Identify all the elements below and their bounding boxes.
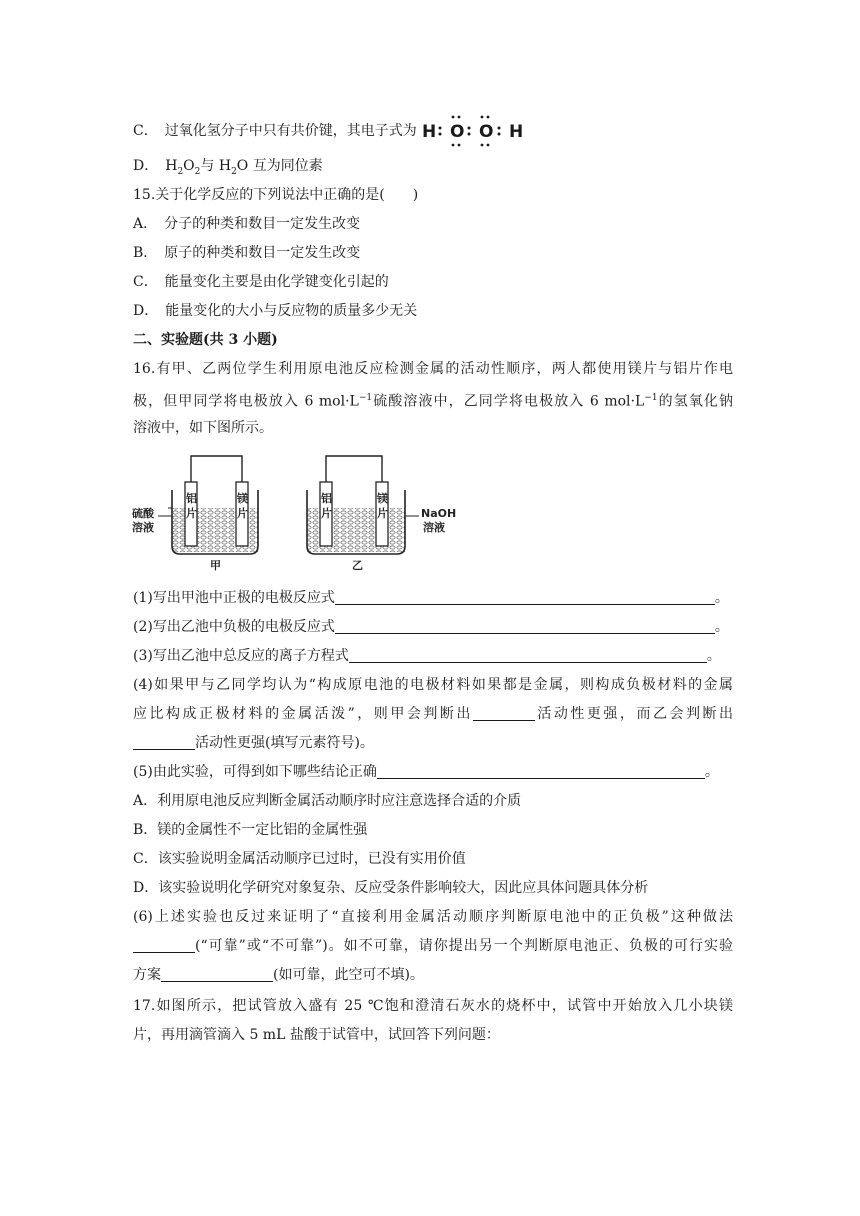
formula-h2: H <box>508 122 523 142</box>
q16-part2: (2)写出乙池中负极的电极反应式 。 <box>133 619 729 635</box>
q16-part4-line1: (4)如果甲与乙同学均认为“构成原电池的电极材料如果都是金属，则构成负极材料的金属 <box>133 677 733 693</box>
answer-blank-5[interactable] <box>377 764 705 779</box>
q16-part5-option-d: D．该实验说明化学研究对象复杂、反应受条件影响较大，因此应具体问题具体分析 <box>133 880 649 896</box>
q16-stem-line2: 极，但甲同学将电极放入 6 $mol\cdot L^{-1}$硫酸溶液中，乙同学将电极放入 6 $mol\cdot L^{-1}$的氢氧化钠 <box>133 393 733 410</box>
q14-option-d: D． $H_2O_2$与 $H_2O$ 互为同位素 <box>133 158 323 177</box>
answer-blank-1[interactable] <box>335 590 715 605</box>
svg-text:镁: 镁 <box>237 492 248 505</box>
section-heading: 二、实验题(共 3 小题) <box>133 332 278 348</box>
q15-option-c: C． 能量变化主要是由化学键变化引起的 <box>133 274 389 290</box>
q16-part4-line3: 活动性更强(填写元素符号)。 <box>133 733 374 753</box>
formula-o1: O <box>449 122 465 142</box>
q14-option-c <box>133 114 523 148</box>
q16-part5-option-a: A．利用原电池反应判断金属活动顺序时应注意选择合适的介质 <box>133 793 522 809</box>
q16-part6-line3: 方案 (如可靠，此空可不填)。 <box>133 967 424 983</box>
q14-option-c-text: C． 过氧化氢分子中只有共价键，其电子式为 <box>133 123 417 139</box>
q16-stem-line1: 16.有甲、乙两位学生利用原电池反应检测金属的活动性顺序，两人都使用镁片与铝片作电 <box>133 361 733 377</box>
q16-part5-option-c: C．该实验说明金属活动顺序已过时，已没有实用价值 <box>133 851 466 867</box>
cell-jia-wire <box>191 456 242 482</box>
q17-stem-line1: 17.如图所示，把试管放入盛有 25 ℃饱和澄清石灰水的烧杯中，试管中开始放入几小块镁 <box>133 998 733 1014</box>
cell-yi-wire <box>326 456 382 482</box>
q16-part1: (1)写出甲池中正极的电极反应式 。 <box>133 590 729 606</box>
q16-part3: (3)写出乙池中总反应的离子方程式 。 <box>133 648 721 664</box>
cell-yi-solution-label-2: 溶液 <box>423 521 445 534</box>
q16-stem-line3: 溶液中，如下图所示。 <box>133 420 273 436</box>
cell-yi-caption: 乙 <box>352 559 363 572</box>
formula-o2: O <box>478 122 494 142</box>
q16-part5-option-b: B．镁的金属性不一定比铝的金属性强 <box>133 822 368 838</box>
formula-h1: H <box>421 122 436 142</box>
q15-option-b: B． 原子的种类和数目一定发生改变 <box>133 245 361 261</box>
cell-jia <box>132 456 258 572</box>
answer-blank-4b[interactable] <box>133 735 195 750</box>
cell-jia-solution-label-2: 溶液 <box>132 521 154 534</box>
svg-text:铝: 铝 <box>186 492 197 505</box>
galvanic-cell-diagram <box>130 450 465 575</box>
q15-stem: 15.关于化学反应的下列说法中正确的是( ) <box>133 187 419 203</box>
cell-jia-caption: 甲 <box>210 559 221 572</box>
answer-blank-6a[interactable] <box>133 938 195 953</box>
cell-yi <box>307 456 456 572</box>
cell-jia-solution-label-1: 硫酸 <box>132 507 154 520</box>
cell-yi-solution-label-1: NaOH <box>421 507 457 520</box>
q16-part4-line2: 应比构成正极材料的金属活泼”，则甲会判断出 活动性更强，而乙会判断出 <box>133 706 733 722</box>
svg-text:铝: 铝 <box>321 492 332 505</box>
q16-part6-line2: (“可靠”或“不可靠”)。如不可靠，请你提出另一个判断原电池正、负极的可行实验 <box>133 936 733 956</box>
svg-text:片: 片 <box>237 507 248 520</box>
svg-text:片: 片 <box>186 507 197 520</box>
svg-text:片: 片 <box>377 507 388 520</box>
q16-part6-line1: (6)上述实验也反过来证明了“直接利用金属活动顺序判断原电池中的正负极”这种做法 <box>133 909 733 925</box>
q17-stem-line2: 片，再用滴管滴入 5 mL 盐酸于试管中，试回答下列问题： <box>133 1027 500 1043</box>
q15-option-a: A． 分子的种类和数目一定发生改变 <box>133 216 361 232</box>
svg-text:片: 片 <box>321 507 332 520</box>
answer-blank-3[interactable] <box>349 648 707 663</box>
q15-option-d: D． 能量变化的大小与反应物的质量多少无关 <box>133 303 418 319</box>
answer-blank-4a[interactable] <box>473 706 535 721</box>
q16-part5: (5)由此实验，可得到如下哪些结论正确 。 <box>133 764 719 780</box>
answer-blank-6b[interactable] <box>161 967 273 982</box>
answer-blank-2[interactable] <box>335 619 715 634</box>
hydrogen-peroxide-electron-formula <box>419 114 523 148</box>
svg-text:镁: 镁 <box>377 492 388 505</box>
